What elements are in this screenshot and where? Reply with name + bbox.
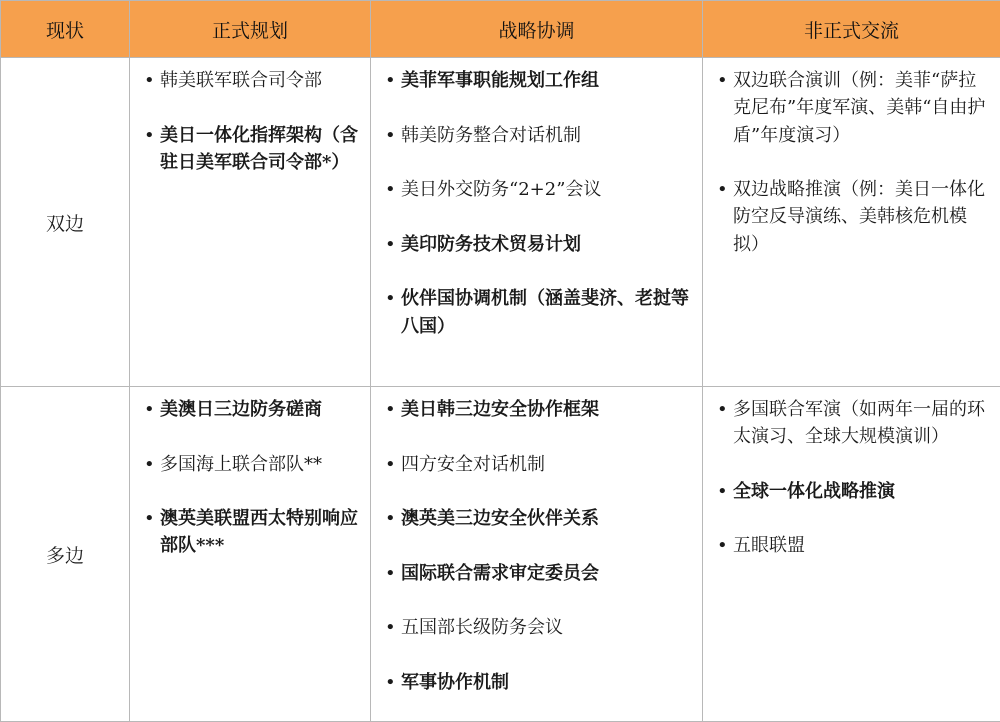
list-item: [385, 560, 690, 587]
bullet-icon: •: [385, 67, 396, 94]
list-item-text: 美日外交防务“2+2”会议: [401, 179, 601, 200]
header-strategic-coordination: 战略协调: [371, 1, 703, 58]
bullet-icon: •: [385, 451, 396, 478]
status-cell: 多边: [1, 387, 130, 722]
strategic-cell: [371, 387, 703, 722]
list-item-text: 四方安全对话机制: [401, 454, 545, 475]
bullet-icon: •: [385, 285, 396, 312]
list-item-text: 美日一体化指挥架构（含驻日美军联合司令部*）: [160, 125, 358, 173]
list-item-text: 双边联合演训（例：美菲“萨拉克尼布”年度军演、美韩“自由护盾”年度演习）: [733, 70, 985, 146]
list-item-text: 全球一体化战略推演: [733, 481, 895, 502]
list-item: [385, 67, 690, 94]
status-cell: 双边: [1, 58, 130, 387]
list-item-text: 美澳日三边防务磋商: [160, 399, 322, 420]
list-item-text: 五眼联盟: [733, 535, 805, 556]
informal-cell: [703, 58, 1000, 387]
list-item: [717, 67, 988, 149]
bullet-icon: •: [144, 122, 155, 149]
bullet-icon: •: [385, 396, 396, 423]
bullet-icon: •: [385, 122, 396, 149]
header-formal-planning: 正式规划: [130, 1, 371, 58]
list-item: [385, 505, 690, 532]
list-item-text: 双边战略推演（例：美日一体化防空反导演练、美韩核危机模拟）: [733, 179, 985, 255]
list-item: [717, 532, 988, 559]
list-item-text: 韩美防务整合对话机制: [401, 125, 581, 146]
list-item: [144, 122, 358, 177]
list-item: [385, 614, 690, 641]
list-item: [717, 396, 988, 451]
bullet-icon: •: [385, 505, 396, 532]
list-item-text: 韩美联军联合司令部: [160, 70, 322, 91]
bullet-icon: •: [385, 614, 396, 641]
list-item-text: 美菲军事职能规划工作组: [401, 70, 599, 91]
list-item-text: 五国部长级防务会议: [401, 617, 563, 638]
list-item: [385, 451, 690, 478]
strategic-cell: [371, 58, 703, 387]
list-item-text: 伙伴国协调机制（涵盖斐济、老挝等八国）: [401, 288, 689, 336]
list-item-text: 多国联合军演（如两年一届的环太演习、全球大规模演训）: [733, 399, 985, 447]
bullet-icon: •: [385, 560, 396, 587]
list-item: [144, 505, 358, 560]
list-item-text: 澳英美三边安全伙伴关系: [401, 508, 599, 529]
list-item: [385, 231, 690, 258]
list-item-text: 国际联合需求审定委员会: [401, 563, 599, 584]
list-item-text: 军事协作机制: [401, 672, 509, 693]
table-header: [1, 1, 1000, 58]
header-row: [1, 1, 1000, 58]
list-item: [717, 478, 988, 505]
list-item: [385, 285, 690, 340]
table-row-multilateral: [1, 387, 1000, 722]
header-status: 现状: [1, 1, 130, 58]
bullet-icon: •: [144, 67, 155, 94]
list-item: [385, 396, 690, 423]
table-row-bilateral: [1, 58, 1000, 387]
bullet-icon: •: [144, 396, 155, 423]
header-informal-exchange: 非正式交流: [703, 1, 1000, 58]
bullet-icon: •: [717, 176, 728, 203]
list-item: [144, 396, 358, 423]
bullet-icon: •: [144, 451, 155, 478]
bullet-icon: •: [717, 67, 728, 94]
bullet-icon: •: [717, 396, 728, 423]
informal-cell: [703, 387, 1000, 722]
list-item: [144, 451, 358, 478]
list-item: [144, 67, 358, 94]
bullet-icon: •: [385, 231, 396, 258]
list-item: [385, 122, 690, 149]
formal-cell: [130, 387, 371, 722]
list-item: [385, 176, 690, 203]
bullet-icon: •: [717, 532, 728, 559]
list-item-text: 多国海上联合部队**: [160, 454, 322, 475]
list-item-text: 美印防务技术贸易计划: [401, 234, 581, 255]
list-item-text: 美日韩三边安全协作框架: [401, 399, 599, 420]
formal-cell: [130, 58, 371, 387]
bullet-icon: •: [385, 176, 396, 203]
bullet-icon: •: [717, 478, 728, 505]
list-item: [385, 669, 690, 696]
list-item: [717, 176, 988, 258]
bullet-icon: •: [385, 669, 396, 696]
bullet-icon: •: [144, 505, 155, 532]
list-item-text: 澳英美联盟西太特别响应部队***: [160, 508, 358, 556]
